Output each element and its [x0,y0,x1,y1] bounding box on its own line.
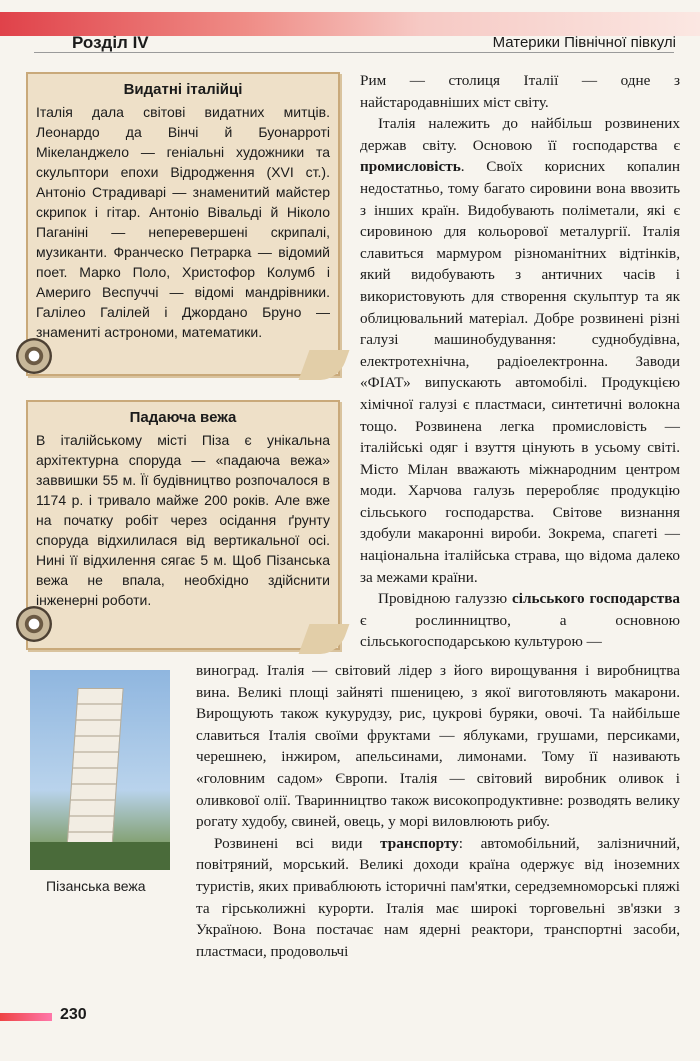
pisa-tower-photo [30,670,170,870]
text-run: Розвинені всі види [214,834,381,852]
compass-icon [16,338,52,374]
scroll-curl [299,350,350,380]
famous-italians-text: Італія дала світові видатних митців. Леонардо да Вінчі й Буонарроті Мікеланджело — геніальні художники та скульптори епохи Відродження (XVI ст.). Антоніо Страдиварі — знаменитий майстер скрипок і гітар. Антоніо Вівальді й Ніколо Паганіні — неперевершені скрипалі, музиканти. Франческо Петрарка — відомий поет. Марко Поло, Христофор Колумб і Америго Веспуччі — відомі мандрівники. Галілео Галілей і Джордано Бруно — знамениті астрономи, математики. [36,104,330,340]
header-subtitle: Материки Північної півкулі [492,34,676,51]
famous-italians-box [26,72,340,376]
text-run: . Своїх корисних копалин недостатньо, тому багато сировини вона ввозить з інших країн. Видобувають поліметали, які є сировиною для кольорової металургії. Італія славиться мармуром різноманітних відтінків, який видобувають з античних часів і використовують для створення скульптур та як облицювальний матеріал. Добре розвинені різні галузі машинобудування: суднобудівна, електротехнічна, радіоелектронна. Заводи «ФІАТ» випускають автомобілі. Продукцією хімічної галузі є пластмаси, синтетичні волокна тощо. Розвинена легка промисловість — італійські одяг і взуття цінують в усьому світі. Місто Мілан вважають міжнародним центром моди. Харчова галузь переробляє продукцію сільського господарства. Світове визнання здобули макаронні вироби. Зокрема, спагеті — національна італійська страва, що відома далеко за межами країни. [360,158,680,586]
footer-color-strip [0,1013,52,1021]
paragraph-agriculture [360,588,680,653]
paragraph-industry [360,113,680,588]
paragraph-transport [196,833,680,963]
photo-caption: Пізанська вежа [46,878,146,894]
paragraph-agriculture-cont: виноград. Італія — світовий лідер з його вирощування і виробництва вина. Великі площі зайняті пшеницею, з якої виготовляють макарони. Вирощують також кукурудзу, рис, цукрові буряки, овочі. Та найбільше славиться Італія своїми фруктами — яблуками, грушами, персиками, черешнею, інжиром, апельсинами, лимонами. Тому її називають «головним садом» Європи. Італія — світовий виробник оливок і оливкової олії. Тваринництво також високопродуктивне: розводять велику рогату худобу, свиней, овець, у морі виловлюють рибу. [196,662,680,831]
wide-text-column [196,660,680,962]
keyword-industry: промисловість [360,158,461,176]
trees-shape [30,842,170,870]
leaning-tower-box [26,400,340,650]
leaning-tower-text: В італійському місті Піза є унікальна архітектурна споруда — «падаюча вежа» заввишки 55 м. Її будівництво розпочалося в 1174 р. і тривало майже 200 років. Але вже на початку робіт через осідання ґрунту споруда відхилилася від вертикальної осі. Нині її відхилення сягає 5 м. Щоб Пізанська вежа не впала, необхідно здійснити інженерні роботи. [36,432,330,608]
scroll-curl [299,624,350,654]
leaning-tower-title: Падаюча вежа [129,409,237,426]
keyword-agriculture: сільського господарства [512,590,680,608]
main-text-column [360,70,680,653]
text-run: Італія належить до найбільш розвинених держав світу. Основою її господарства є [360,115,680,154]
text-run: є рослинництво, а основною сільськогосподарською культурою — [360,611,680,651]
famous-italians-title: Видатні італійці [123,81,243,98]
page-number: 230 [60,1006,87,1023]
compass-icon [16,606,52,642]
text-run: Провідною галуззю [378,590,513,608]
keyword-transport: транспорту [380,834,459,852]
tower-shape [66,688,123,850]
section-title: Розділ IV [72,33,149,52]
paragraph-rome: Рим — столиця Італії — одне з найстародавніших міст світу. [360,72,680,111]
text-run: : автомобільний, залізничний, повітряний, морський. Великі доходи країна одержує від іноземних туристів, яких приваблюють історичні пам'ятки, середземноморські пляжі та гірськолижні курорти. Італія має широкі торговельні зв'язки з Україною. Вона постачає нам ядерні реактори, транспортні засоби, пластмаси, продовольчі [196,834,681,960]
